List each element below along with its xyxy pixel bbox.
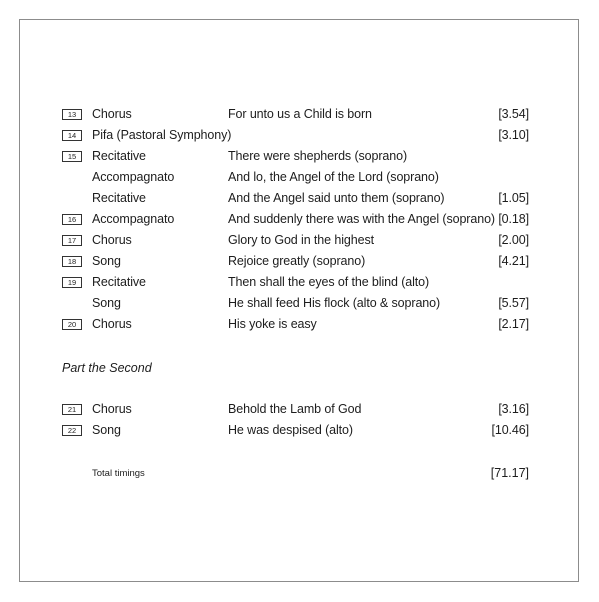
track-row: [0, 146, 599, 167]
track-duration: [4.21]: [498, 254, 529, 268]
track-title: He was despised (alto): [228, 423, 353, 437]
track-duration: [0.18]: [498, 212, 529, 226]
track-type: Recitative: [92, 275, 146, 289]
track-row: [0, 104, 599, 125]
track-type: Accompagnato: [92, 212, 175, 226]
track-type: Pifa (Pastoral Symphony): [92, 128, 232, 142]
track-row: [0, 230, 599, 251]
track-row: [0, 167, 599, 188]
track-row: [0, 251, 599, 272]
track-title: And the Angel said unto them (soprano): [228, 191, 445, 205]
track-title: Rejoice greatly (soprano): [228, 254, 366, 268]
track-title: And suddenly there was with the Angel (soprano): [228, 212, 495, 226]
total-timings-label: Total timings: [92, 468, 145, 479]
track-type: Song: [92, 423, 121, 437]
track-duration: [1.05]: [498, 191, 529, 205]
track-type: Chorus: [92, 317, 132, 331]
track-title: For unto us a Child is born: [228, 107, 372, 121]
track-duration: [2.00]: [498, 233, 529, 247]
track-number-box: 18: [62, 256, 82, 267]
track-number-box: 20: [62, 319, 82, 330]
track-duration: [3.16]: [498, 402, 529, 416]
track-number-box: 17: [62, 235, 82, 246]
track-number-box: 16: [62, 214, 82, 225]
track-duration: [10.46]: [491, 423, 529, 437]
track-row: [0, 314, 599, 335]
track-row: [0, 188, 599, 209]
track-number-box: 15: [62, 151, 82, 162]
track-title: Glory to God in the highest: [228, 233, 374, 247]
track-row: [0, 420, 599, 441]
track-type: Chorus: [92, 233, 132, 247]
track-duration: [2.17]: [498, 317, 529, 331]
track-type: Recitative: [92, 191, 146, 205]
track-duration: [5.57]: [498, 296, 529, 310]
track-number-box: 14: [62, 130, 82, 141]
track-title: He shall feed His flock (alto & soprano): [228, 296, 441, 310]
track-title: And lo, the Angel of the Lord (soprano): [228, 170, 439, 184]
track-type: Chorus: [92, 402, 132, 416]
track-row: [0, 399, 599, 420]
track-number-box: 19: [62, 277, 82, 288]
track-number-box: 13: [62, 109, 82, 120]
total-timings-value: [71.17]: [490, 466, 529, 480]
track-number-box: 22: [62, 425, 82, 436]
track-type: Song: [92, 296, 121, 310]
part-heading: Part the Second: [62, 361, 152, 375]
track-type: Accompagnato: [92, 170, 175, 184]
track-row: [0, 293, 599, 314]
track-title: Then shall the eyes of the blind (alto): [228, 275, 430, 289]
track-title: Behold the Lamb of God: [228, 402, 362, 416]
track-type: Chorus: [92, 107, 132, 121]
track-duration: [3.10]: [498, 128, 529, 142]
track-title: His yoke is easy: [228, 317, 317, 331]
track-type: Song: [92, 254, 121, 268]
track-row: [0, 272, 599, 293]
track-row: [0, 125, 599, 146]
track-row: [0, 209, 599, 230]
track-duration: [3.54]: [498, 107, 529, 121]
track-title: There were shepherds (soprano): [228, 149, 408, 163]
track-type: Recitative: [92, 149, 146, 163]
track-number-box: 21: [62, 404, 82, 415]
